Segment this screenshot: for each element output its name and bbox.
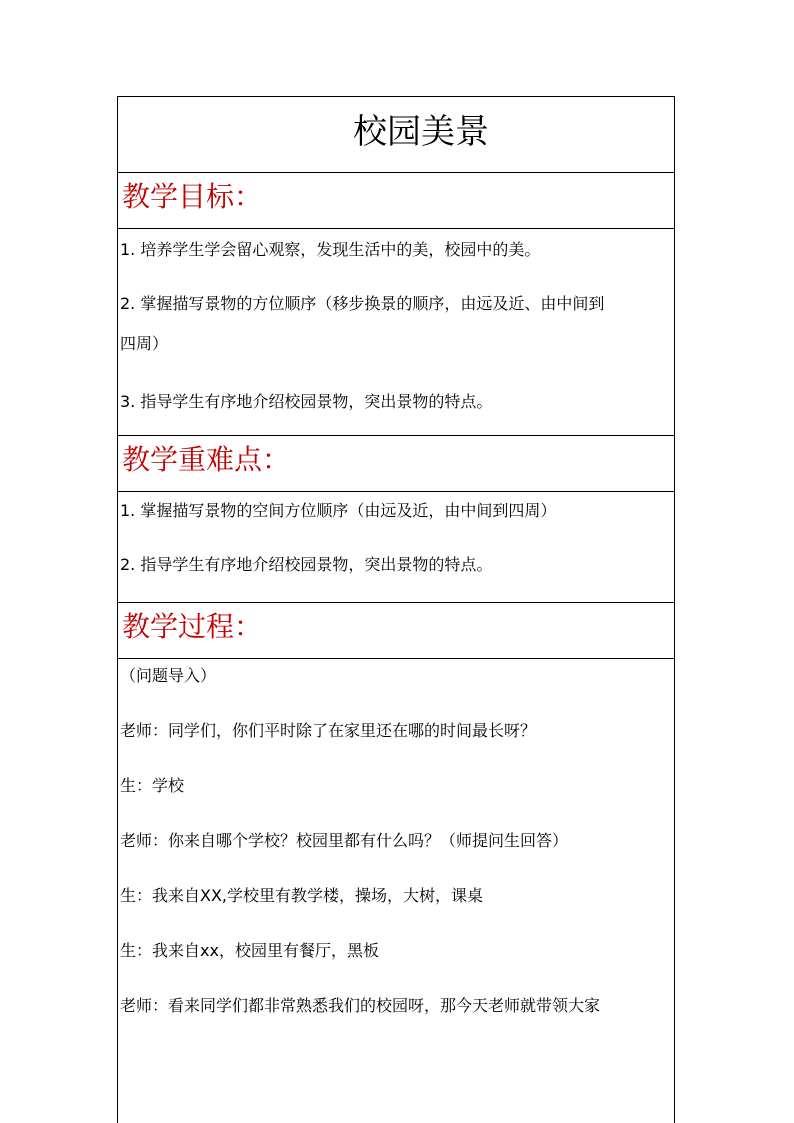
page-title: 校园美景 [353,112,489,152]
goals-heading: 教学目标： [122,180,263,213]
key-points-content-row [118,492,674,603]
title-row [118,97,674,173]
process-line: 生：学校 [120,776,185,795]
goals-heading-row [118,173,674,229]
key-points-heading: 教学重难点： [122,443,291,476]
goal-item: 2. 掌握描写景物的方位顺序（移步换景的顺序，由远及近、由中间到 [120,294,605,313]
key-point-item: 1. 掌握描写景物的空间方位顺序（由远及近，由中间到四周） [120,501,557,520]
process-heading: 教学过程： [122,610,263,643]
process-line: （问题导入） [120,666,217,685]
lesson-plan-table [117,96,675,1123]
goal-item: 3. 指导学生有序地介绍校园景物，突出景物的特点。 [120,392,493,411]
goal-item: 1. 培养学生学会留心观察，发现生活中的美，校园中的美。 [120,240,541,259]
process-line: 生：我来自xx，校园里有餐厅，黑板 [120,941,379,960]
process-line: 生：我来自XX,学校里有教学楼，操场，大树，课桌 [120,886,484,905]
key-points-heading-row [118,436,674,492]
process-line: 老师：你来自哪个学校？校园里都有什么吗？（师提问生回答） [120,831,569,850]
goal-item: 四周） [120,334,169,353]
process-heading-row [118,603,674,659]
key-point-item: 2. 指导学生有序地介绍校园景物，突出景物的特点。 [120,555,493,574]
process-content-row [118,659,674,1123]
goals-content-row [118,229,674,436]
process-line: 老师：同学们，你们平时除了在家里还在哪的时间最长呀？ [120,721,537,740]
process-line: 老师：看来同学们都非常熟悉我们的校园呀，那今天老师就带领大家 [120,996,601,1015]
